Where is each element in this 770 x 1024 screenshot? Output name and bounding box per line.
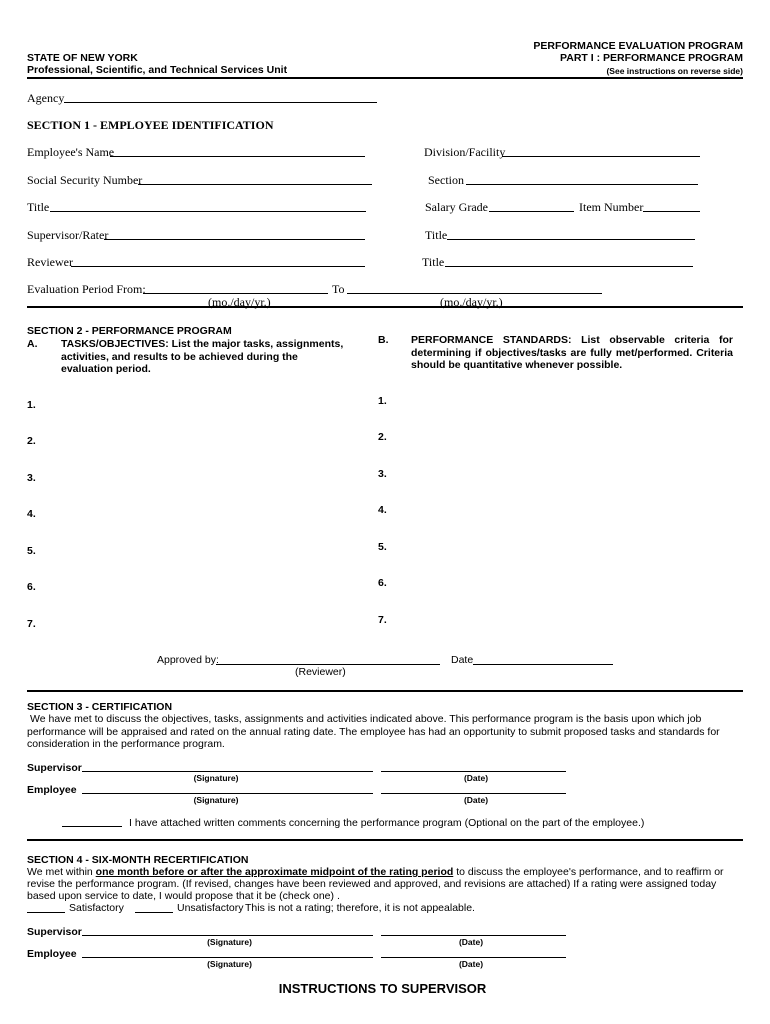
s4-employee-date-field[interactable] bbox=[381, 957, 566, 958]
supervisor-title-label: Title bbox=[425, 228, 448, 242]
comments-text: I have attached written comments concerning the performance program (Optional on the part of the employee.) bbox=[129, 817, 645, 829]
col-a-head: TASKS/OBJECTIVES: bbox=[61, 338, 169, 350]
col-b-header bbox=[411, 334, 733, 372]
s3-supervisor-date-caption: (Date) bbox=[463, 773, 489, 783]
task-item-4: 4. bbox=[27, 508, 36, 520]
item-number-field[interactable] bbox=[643, 211, 700, 212]
s3-employee-date-field[interactable] bbox=[381, 793, 566, 794]
eval-from-field[interactable] bbox=[143, 293, 328, 294]
standard-item-6: 6. bbox=[378, 577, 387, 589]
s4-employee-signature-field[interactable] bbox=[82, 957, 373, 958]
standard-item-3: 3. bbox=[378, 468, 387, 480]
approved-by-label: Approved by: bbox=[157, 654, 219, 666]
s4-supervisor-date-caption: (Date) bbox=[458, 937, 484, 947]
date-format-from: (mo./day/yr.) bbox=[208, 295, 271, 309]
standard-item-2: 2. bbox=[378, 431, 387, 443]
instructions-note: (See instructions on reverse side) bbox=[606, 66, 743, 76]
recert-text-pre: We met within bbox=[27, 866, 96, 878]
salary-grade-field[interactable] bbox=[489, 211, 574, 212]
task-item-6: 6. bbox=[27, 581, 36, 593]
col-b-head: PERFORMANCE STANDARDS: bbox=[411, 334, 572, 346]
task-item-7: 7. bbox=[27, 618, 36, 630]
approved-by-field[interactable] bbox=[216, 664, 440, 665]
col-a-letter: A. bbox=[27, 338, 38, 350]
s4-employee-date-caption: (Date) bbox=[458, 959, 484, 969]
comments-check-field[interactable] bbox=[62, 826, 122, 827]
supervisor-field[interactable] bbox=[104, 239, 365, 240]
recertification-text bbox=[27, 866, 743, 903]
reviewer-field[interactable] bbox=[71, 266, 365, 267]
section1-title: SECTION 1 - EMPLOYEE IDENTIFICATION bbox=[27, 118, 274, 132]
section2-rule bbox=[27, 690, 743, 692]
item-number-label: Item Number bbox=[579, 200, 644, 214]
employee-name-field[interactable] bbox=[110, 156, 365, 157]
date-format-to: (mo./day/yr.) bbox=[440, 295, 503, 309]
supervisor-title-field[interactable] bbox=[447, 239, 695, 240]
section3-title: SECTION 3 - CERTIFICATION bbox=[27, 701, 173, 713]
salary-grade-label: Salary Grade bbox=[425, 200, 488, 214]
certification-text: We have met to discuss the objectives, tasks, assignments and activities indicated above. This performance program is the basis upon which job performance will be appraised and rated on the annual rating date. The employee has had an opportunity to submit proposed tasks and standards for consideration in the performance program. bbox=[27, 713, 720, 750]
s4-employee-signature-caption: (Signature) bbox=[207, 959, 252, 969]
header-rule bbox=[27, 77, 743, 79]
s4-employee-label: Employee bbox=[27, 948, 77, 960]
s3-employee-label: Employee bbox=[27, 784, 77, 796]
col-a-text: List the major tasks, assignments, activities, and results to be achieved during the evaluation period. bbox=[61, 338, 344, 375]
employee-name-label: Employee's Name bbox=[27, 145, 115, 159]
section3-rule bbox=[27, 839, 743, 841]
unsatisfactory-check-field[interactable] bbox=[135, 912, 173, 913]
task-item-1: 1. bbox=[27, 399, 36, 411]
supervisor-label: Supervisor/Rater bbox=[27, 228, 109, 242]
s3-employee-signature-field[interactable] bbox=[82, 793, 373, 794]
section1-rule bbox=[27, 306, 743, 308]
approved-date-label: Date bbox=[451, 654, 474, 666]
eval-from-label: Evaluation Period From: bbox=[27, 282, 146, 296]
standard-item-5: 5. bbox=[378, 541, 387, 553]
program-title: PERFORMANCE EVALUATION PROGRAM bbox=[533, 40, 743, 52]
s4-supervisor-signature-field[interactable] bbox=[82, 935, 373, 936]
title-label: Title bbox=[27, 200, 50, 214]
col-b-text: List observable criteria for determining if objectives/tasks are fully met/performed. Criteria should be quantitative whenever possible. bbox=[411, 334, 733, 371]
task-item-2: 2. bbox=[27, 435, 36, 447]
standard-item-7: 7. bbox=[378, 614, 387, 626]
s3-employee-date-caption: (Date) bbox=[463, 795, 489, 805]
s3-supervisor-signature-caption: (Signature) bbox=[193, 773, 239, 783]
s3-employee-signature-caption: (Signature) bbox=[193, 795, 239, 805]
reviewer-caption: (Reviewer) bbox=[295, 666, 346, 678]
reviewer-label: Reviewer bbox=[27, 255, 73, 269]
unit-name: Professional, Scientific, and Technical Services Unit bbox=[27, 64, 288, 76]
task-item-3: 3. bbox=[27, 472, 36, 484]
section4-title: SECTION 4 - SIX-MONTH RECERTIFICATION bbox=[27, 854, 249, 866]
section-label: Section bbox=[428, 173, 464, 187]
s4-supervisor-signature-caption: (Signature) bbox=[207, 937, 252, 947]
not-rating-note: This is not a rating; therefore, it is not appealable. bbox=[245, 902, 475, 914]
state-name: STATE OF NEW YORK bbox=[27, 52, 138, 64]
eval-to-label: To bbox=[332, 282, 345, 296]
s3-supervisor-label: Supervisor bbox=[27, 762, 82, 774]
eval-to-field[interactable] bbox=[347, 293, 602, 294]
recert-text-post: to discuss the employee's performance, and to reaffirm or revise the performance program. (If revised, changes have been reviewed and approved, and revisions are attached) If a rating were assigned today based upon service to date, I would propose that it be (check one) . bbox=[27, 866, 724, 903]
recert-text-underlined: one month before or after the approximate midpoint of the rating period bbox=[95, 866, 454, 878]
s3-supervisor-signature-field[interactable] bbox=[82, 771, 373, 772]
s4-supervisor-date-field[interactable] bbox=[381, 935, 566, 936]
reviewer-title-label: Title bbox=[422, 255, 445, 269]
satisfactory-label: Satisfactory bbox=[69, 902, 124, 914]
instructions-title: INSTRUCTIONS TO SUPERVISOR bbox=[278, 981, 487, 996]
title-field[interactable] bbox=[50, 211, 366, 212]
task-item-5: 5. bbox=[27, 545, 36, 557]
part-title: PART I : PERFORMANCE PROGRAM bbox=[560, 52, 743, 64]
standard-item-1: 1. bbox=[378, 395, 387, 407]
satisfactory-check-field[interactable] bbox=[27, 912, 65, 913]
agency-field[interactable] bbox=[64, 102, 377, 103]
division-field[interactable] bbox=[502, 156, 700, 157]
approved-date-field[interactable] bbox=[473, 664, 613, 665]
division-label: Division/Facility bbox=[424, 145, 506, 159]
section-field[interactable] bbox=[466, 184, 698, 185]
reviewer-title-field[interactable] bbox=[445, 266, 693, 267]
col-b-letter: B. bbox=[378, 334, 389, 346]
ssn-label: Social Security Number bbox=[27, 173, 143, 187]
agency-label: Agency bbox=[27, 91, 65, 105]
unsatisfactory-label: Unsatisfactory bbox=[177, 902, 244, 914]
s4-supervisor-label: Supervisor bbox=[27, 926, 82, 938]
col-a-header bbox=[61, 338, 346, 376]
s3-supervisor-date-field[interactable] bbox=[381, 771, 566, 772]
ssn-field[interactable] bbox=[138, 184, 372, 185]
section2-title: SECTION 2 - PERFORMANCE PROGRAM bbox=[27, 325, 232, 337]
standard-item-4: 4. bbox=[378, 504, 387, 516]
